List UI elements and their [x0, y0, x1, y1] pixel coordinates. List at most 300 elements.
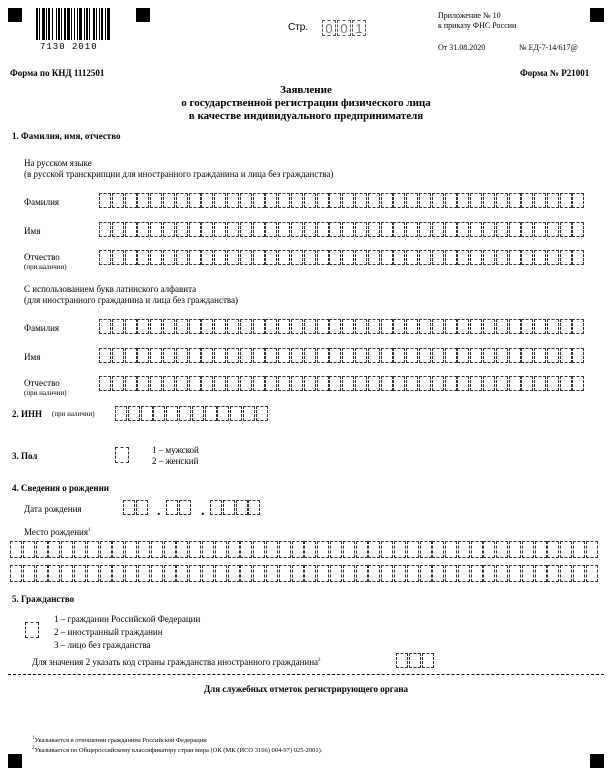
char-cell[interactable]	[253, 250, 265, 265]
char-cell[interactable]	[150, 348, 162, 363]
char-cell[interactable]	[547, 348, 559, 363]
char-cell[interactable]	[163, 193, 175, 208]
country-code-input[interactable]	[396, 653, 434, 668]
char-cell[interactable]	[125, 222, 137, 237]
char-cell[interactable]	[406, 222, 418, 237]
char-cell[interactable]	[381, 250, 393, 265]
char-cell[interactable]	[291, 348, 303, 363]
char-cell[interactable]	[265, 193, 277, 208]
char-cell[interactable]	[329, 319, 341, 334]
char-cell[interactable]	[420, 541, 432, 558]
char-cell[interactable]	[458, 565, 470, 582]
char-cell[interactable]	[560, 250, 572, 265]
char-cell[interactable]	[368, 541, 380, 558]
char-cell[interactable]	[164, 541, 176, 558]
char-cell[interactable]	[125, 376, 137, 391]
char-cell[interactable]	[151, 565, 163, 582]
citizenship-input[interactable]	[25, 622, 39, 638]
char-cell[interactable]	[393, 222, 405, 237]
char-cell[interactable]	[355, 348, 367, 363]
char-cell[interactable]	[483, 193, 495, 208]
char-cell[interactable]	[112, 348, 124, 363]
char-cell[interactable]	[483, 222, 495, 237]
char-cell[interactable]	[457, 250, 469, 265]
char-cell[interactable]	[138, 565, 150, 582]
char-cell[interactable]	[112, 250, 124, 265]
char-cell[interactable]	[292, 565, 304, 582]
char-cell[interactable]	[189, 222, 201, 237]
char-cell[interactable]	[253, 319, 265, 334]
char-cell[interactable]	[291, 376, 303, 391]
char-cell[interactable]	[560, 376, 572, 391]
char-cell[interactable]	[521, 376, 533, 391]
char-cell[interactable]	[406, 319, 418, 334]
char-cell[interactable]	[214, 193, 226, 208]
char-cell[interactable]	[240, 565, 252, 582]
char-cell[interactable]	[329, 376, 341, 391]
char-cell[interactable]	[205, 406, 217, 421]
char-cell[interactable]	[406, 250, 418, 265]
char-cell[interactable]	[572, 348, 584, 363]
char-cell[interactable]	[240, 250, 252, 265]
char-cell[interactable]	[572, 319, 584, 334]
char-cell[interactable]	[422, 653, 434, 668]
char-cell[interactable]	[136, 500, 148, 515]
char-cell[interactable]	[445, 319, 457, 334]
char-cell[interactable]	[176, 319, 188, 334]
char-cell[interactable]	[534, 193, 546, 208]
char-cell[interactable]	[470, 222, 482, 237]
char-cell[interactable]	[215, 565, 227, 582]
char-cell[interactable]	[87, 541, 99, 558]
char-cell[interactable]	[304, 541, 316, 558]
char-cell[interactable]	[458, 541, 470, 558]
patronymic-ru-input[interactable]	[99, 250, 585, 265]
char-cell[interactable]	[112, 565, 124, 582]
char-cell[interactable]	[393, 319, 405, 334]
char-cell[interactable]	[230, 406, 242, 421]
char-cell[interactable]	[99, 376, 111, 391]
char-cell[interactable]	[125, 541, 137, 558]
char-cell[interactable]	[547, 222, 559, 237]
char-cell[interactable]	[470, 193, 482, 208]
char-cell[interactable]	[189, 319, 201, 334]
birth-place-input-line1[interactable]	[10, 541, 599, 558]
char-cell[interactable]	[304, 348, 316, 363]
char-cell[interactable]	[355, 319, 367, 334]
char-cell[interactable]	[304, 376, 316, 391]
char-cell[interactable]	[125, 348, 137, 363]
char-cell[interactable]	[304, 222, 316, 237]
char-cell[interactable]	[419, 222, 431, 237]
char-cell[interactable]	[509, 222, 521, 237]
char-cell[interactable]	[406, 348, 418, 363]
char-cell[interactable]	[329, 250, 341, 265]
char-cell[interactable]	[560, 348, 572, 363]
char-cell[interactable]	[317, 376, 329, 391]
char-cell[interactable]	[317, 565, 329, 582]
char-cell[interactable]	[522, 541, 534, 558]
char-cell[interactable]	[214, 348, 226, 363]
char-cell[interactable]	[253, 193, 265, 208]
char-cell[interactable]	[547, 376, 559, 391]
birth-month-input[interactable]	[166, 500, 192, 515]
char-cell[interactable]	[243, 406, 255, 421]
char-cell[interactable]	[534, 250, 546, 265]
char-cell[interactable]	[176, 565, 188, 582]
char-cell[interactable]	[547, 193, 559, 208]
char-cell[interactable]	[236, 500, 248, 515]
char-cell[interactable]	[368, 193, 380, 208]
char-cell[interactable]	[483, 565, 495, 582]
char-cell[interactable]	[100, 541, 112, 558]
char-cell[interactable]	[240, 348, 252, 363]
char-cell[interactable]	[253, 348, 265, 363]
char-cell[interactable]	[99, 348, 111, 363]
char-cell[interactable]	[201, 376, 213, 391]
char-cell[interactable]	[266, 565, 278, 582]
char-cell[interactable]	[483, 348, 495, 363]
char-cell[interactable]	[432, 319, 444, 334]
char-cell[interactable]	[419, 348, 431, 363]
char-cell[interactable]	[217, 406, 229, 421]
char-cell[interactable]	[355, 222, 367, 237]
surname-lat-input[interactable]	[99, 319, 585, 334]
char-cell[interactable]	[573, 541, 585, 558]
char-cell[interactable]	[560, 319, 572, 334]
char-cell[interactable]	[496, 348, 508, 363]
char-cell[interactable]	[496, 541, 508, 558]
char-cell[interactable]	[393, 193, 405, 208]
char-cell[interactable]	[407, 541, 419, 558]
char-cell[interactable]	[432, 376, 444, 391]
char-cell[interactable]	[189, 565, 201, 582]
char-cell[interactable]	[265, 222, 277, 237]
char-cell[interactable]	[509, 348, 521, 363]
gender-input[interactable]	[115, 447, 129, 463]
char-cell[interactable]	[445, 541, 457, 558]
char-cell[interactable]	[342, 348, 354, 363]
char-cell[interactable]	[112, 319, 124, 334]
char-cell[interactable]	[470, 250, 482, 265]
char-cell[interactable]	[164, 565, 176, 582]
char-cell[interactable]	[560, 541, 572, 558]
patronymic-lat-input[interactable]	[99, 376, 585, 391]
char-cell[interactable]	[150, 319, 162, 334]
char-cell[interactable]	[189, 250, 201, 265]
char-cell[interactable]	[176, 376, 188, 391]
char-cell[interactable]	[393, 348, 405, 363]
char-cell[interactable]	[265, 376, 277, 391]
char-cell[interactable]	[470, 348, 482, 363]
char-cell[interactable]	[61, 541, 73, 558]
char-cell[interactable]	[393, 376, 405, 391]
char-cell[interactable]	[381, 376, 393, 391]
char-cell[interactable]	[201, 250, 213, 265]
char-cell[interactable]	[150, 222, 162, 237]
char-cell[interactable]	[150, 376, 162, 391]
char-cell[interactable]	[572, 376, 584, 391]
char-cell[interactable]	[112, 541, 124, 558]
char-cell[interactable]	[457, 319, 469, 334]
char-cell[interactable]	[291, 319, 303, 334]
char-cell[interactable]	[166, 406, 178, 421]
char-cell[interactable]	[419, 376, 431, 391]
char-cell[interactable]	[189, 541, 201, 558]
char-cell[interactable]	[137, 222, 149, 237]
surname-ru-input[interactable]	[99, 193, 585, 208]
char-cell[interactable]	[381, 348, 393, 363]
char-cell[interactable]	[471, 541, 483, 558]
char-cell[interactable]	[381, 222, 393, 237]
char-cell[interactable]	[150, 250, 162, 265]
char-cell[interactable]	[266, 541, 278, 558]
char-cell[interactable]	[278, 250, 290, 265]
char-cell[interactable]	[128, 406, 140, 421]
char-cell[interactable]	[265, 348, 277, 363]
char-cell[interactable]	[432, 348, 444, 363]
char-cell[interactable]	[534, 348, 546, 363]
char-cell[interactable]	[201, 319, 213, 334]
char-cell[interactable]	[279, 541, 291, 558]
char-cell[interactable]	[509, 541, 521, 558]
char-cell[interactable]	[137, 250, 149, 265]
char-cell[interactable]	[419, 319, 431, 334]
name-lat-input[interactable]	[99, 348, 585, 363]
char-cell[interactable]	[265, 319, 277, 334]
char-cell[interactable]	[317, 222, 329, 237]
birth-place-input-line2[interactable]	[10, 565, 599, 582]
char-cell[interactable]	[522, 565, 534, 582]
char-cell[interactable]	[123, 500, 135, 515]
char-cell[interactable]	[394, 565, 406, 582]
char-cell[interactable]	[227, 376, 239, 391]
char-cell[interactable]	[125, 250, 137, 265]
char-cell[interactable]	[202, 541, 214, 558]
char-cell[interactable]	[228, 541, 240, 558]
char-cell[interactable]	[112, 193, 124, 208]
char-cell[interactable]	[317, 193, 329, 208]
char-cell[interactable]	[192, 406, 204, 421]
char-cell[interactable]	[560, 565, 572, 582]
char-cell[interactable]	[572, 222, 584, 237]
char-cell[interactable]	[381, 565, 393, 582]
char-cell[interactable]	[368, 250, 380, 265]
char-cell[interactable]	[201, 193, 213, 208]
char-cell[interactable]	[356, 541, 368, 558]
char-cell[interactable]	[23, 565, 35, 582]
char-cell[interactable]	[329, 222, 341, 237]
char-cell[interactable]	[483, 376, 495, 391]
char-cell[interactable]	[141, 406, 153, 421]
char-cell[interactable]	[356, 565, 368, 582]
char-cell[interactable]	[509, 565, 521, 582]
char-cell[interactable]	[521, 250, 533, 265]
char-cell[interactable]	[112, 222, 124, 237]
char-cell[interactable]	[248, 500, 260, 515]
char-cell[interactable]	[534, 376, 546, 391]
char-cell[interactable]	[572, 250, 584, 265]
char-cell[interactable]	[445, 565, 457, 582]
char-cell[interactable]	[99, 193, 111, 208]
char-cell[interactable]	[176, 541, 188, 558]
char-cell[interactable]	[329, 193, 341, 208]
char-cell[interactable]	[560, 193, 572, 208]
char-cell[interactable]	[317, 348, 329, 363]
char-cell[interactable]	[214, 222, 226, 237]
char-cell[interactable]	[74, 541, 86, 558]
char-cell[interactable]	[256, 406, 268, 421]
char-cell[interactable]	[432, 565, 444, 582]
char-cell[interactable]	[509, 319, 521, 334]
char-cell[interactable]	[99, 250, 111, 265]
char-cell[interactable]	[368, 348, 380, 363]
char-cell[interactable]	[223, 500, 235, 515]
char-cell[interactable]	[317, 250, 329, 265]
char-cell[interactable]	[343, 565, 355, 582]
char-cell[interactable]	[535, 565, 547, 582]
char-cell[interactable]	[291, 250, 303, 265]
char-cell[interactable]	[521, 222, 533, 237]
char-cell[interactable]	[137, 319, 149, 334]
char-cell[interactable]	[560, 222, 572, 237]
char-cell[interactable]	[100, 565, 112, 582]
char-cell[interactable]	[125, 193, 137, 208]
char-cell[interactable]	[521, 348, 533, 363]
char-cell[interactable]	[291, 222, 303, 237]
char-cell[interactable]	[210, 500, 222, 515]
char-cell[interactable]	[201, 222, 213, 237]
char-cell[interactable]	[457, 193, 469, 208]
char-cell[interactable]	[329, 348, 341, 363]
char-cell[interactable]	[163, 376, 175, 391]
char-cell[interactable]	[342, 222, 354, 237]
name-ru-input[interactable]	[99, 222, 585, 237]
char-cell[interactable]	[496, 250, 508, 265]
char-cell[interactable]	[153, 406, 165, 421]
char-cell[interactable]	[586, 541, 598, 558]
char-cell[interactable]	[189, 193, 201, 208]
char-cell[interactable]	[278, 193, 290, 208]
char-cell[interactable]	[432, 193, 444, 208]
char-cell[interactable]	[355, 193, 367, 208]
char-cell[interactable]	[99, 222, 111, 237]
char-cell[interactable]	[240, 319, 252, 334]
char-cell[interactable]	[535, 541, 547, 558]
char-cell[interactable]	[483, 250, 495, 265]
char-cell[interactable]	[112, 376, 124, 391]
char-cell[interactable]	[138, 541, 150, 558]
birth-day-input[interactable]	[123, 500, 149, 515]
char-cell[interactable]	[547, 250, 559, 265]
char-cell[interactable]	[240, 541, 252, 558]
char-cell[interactable]	[10, 541, 22, 558]
char-cell[interactable]	[253, 565, 265, 582]
char-cell[interactable]	[368, 565, 380, 582]
char-cell[interactable]	[496, 319, 508, 334]
char-cell[interactable]	[419, 193, 431, 208]
char-cell[interactable]	[509, 193, 521, 208]
char-cell[interactable]	[253, 376, 265, 391]
char-cell[interactable]	[179, 406, 191, 421]
char-cell[interactable]	[202, 565, 214, 582]
char-cell[interactable]	[163, 250, 175, 265]
char-cell[interactable]	[509, 376, 521, 391]
char-cell[interactable]	[521, 319, 533, 334]
char-cell[interactable]	[99, 319, 111, 334]
char-cell[interactable]	[137, 348, 149, 363]
char-cell[interactable]	[470, 376, 482, 391]
char-cell[interactable]	[214, 250, 226, 265]
char-cell[interactable]	[355, 250, 367, 265]
char-cell[interactable]	[23, 541, 35, 558]
char-cell[interactable]	[278, 348, 290, 363]
char-cell[interactable]	[179, 500, 191, 515]
char-cell[interactable]	[534, 222, 546, 237]
char-cell[interactable]	[278, 222, 290, 237]
char-cell[interactable]	[343, 541, 355, 558]
char-cell[interactable]	[176, 250, 188, 265]
char-cell[interactable]	[227, 250, 239, 265]
char-cell[interactable]	[521, 193, 533, 208]
char-cell[interactable]	[509, 250, 521, 265]
char-cell[interactable]	[74, 565, 86, 582]
char-cell[interactable]	[292, 541, 304, 558]
char-cell[interactable]	[304, 565, 316, 582]
char-cell[interactable]	[253, 541, 265, 558]
char-cell[interactable]	[189, 376, 201, 391]
char-cell[interactable]	[445, 250, 457, 265]
char-cell[interactable]	[368, 222, 380, 237]
char-cell[interactable]	[163, 222, 175, 237]
char-cell[interactable]	[115, 406, 127, 421]
char-cell[interactable]	[228, 565, 240, 582]
char-cell[interactable]	[381, 319, 393, 334]
char-cell[interactable]	[342, 319, 354, 334]
char-cell[interactable]	[227, 222, 239, 237]
char-cell[interactable]	[189, 348, 201, 363]
char-cell[interactable]	[176, 348, 188, 363]
char-cell[interactable]	[215, 541, 227, 558]
char-cell[interactable]	[445, 193, 457, 208]
char-cell[interactable]	[547, 565, 559, 582]
char-cell[interactable]	[420, 565, 432, 582]
char-cell[interactable]	[457, 348, 469, 363]
char-cell[interactable]	[406, 376, 418, 391]
char-cell[interactable]	[342, 250, 354, 265]
char-cell[interactable]	[457, 376, 469, 391]
char-cell[interactable]	[483, 541, 495, 558]
char-cell[interactable]	[396, 653, 408, 668]
char-cell[interactable]	[166, 500, 178, 515]
char-cell[interactable]	[445, 222, 457, 237]
char-cell[interactable]	[547, 541, 559, 558]
char-cell[interactable]	[163, 348, 175, 363]
char-cell[interactable]	[471, 565, 483, 582]
char-cell[interactable]	[317, 541, 329, 558]
char-cell[interactable]	[201, 348, 213, 363]
char-cell[interactable]	[368, 319, 380, 334]
char-cell[interactable]	[176, 193, 188, 208]
char-cell[interactable]	[125, 319, 137, 334]
char-cell[interactable]	[304, 250, 316, 265]
char-cell[interactable]	[137, 193, 149, 208]
char-cell[interactable]	[547, 319, 559, 334]
char-cell[interactable]	[151, 541, 163, 558]
char-cell[interactable]	[457, 222, 469, 237]
char-cell[interactable]	[572, 193, 584, 208]
char-cell[interactable]	[317, 319, 329, 334]
